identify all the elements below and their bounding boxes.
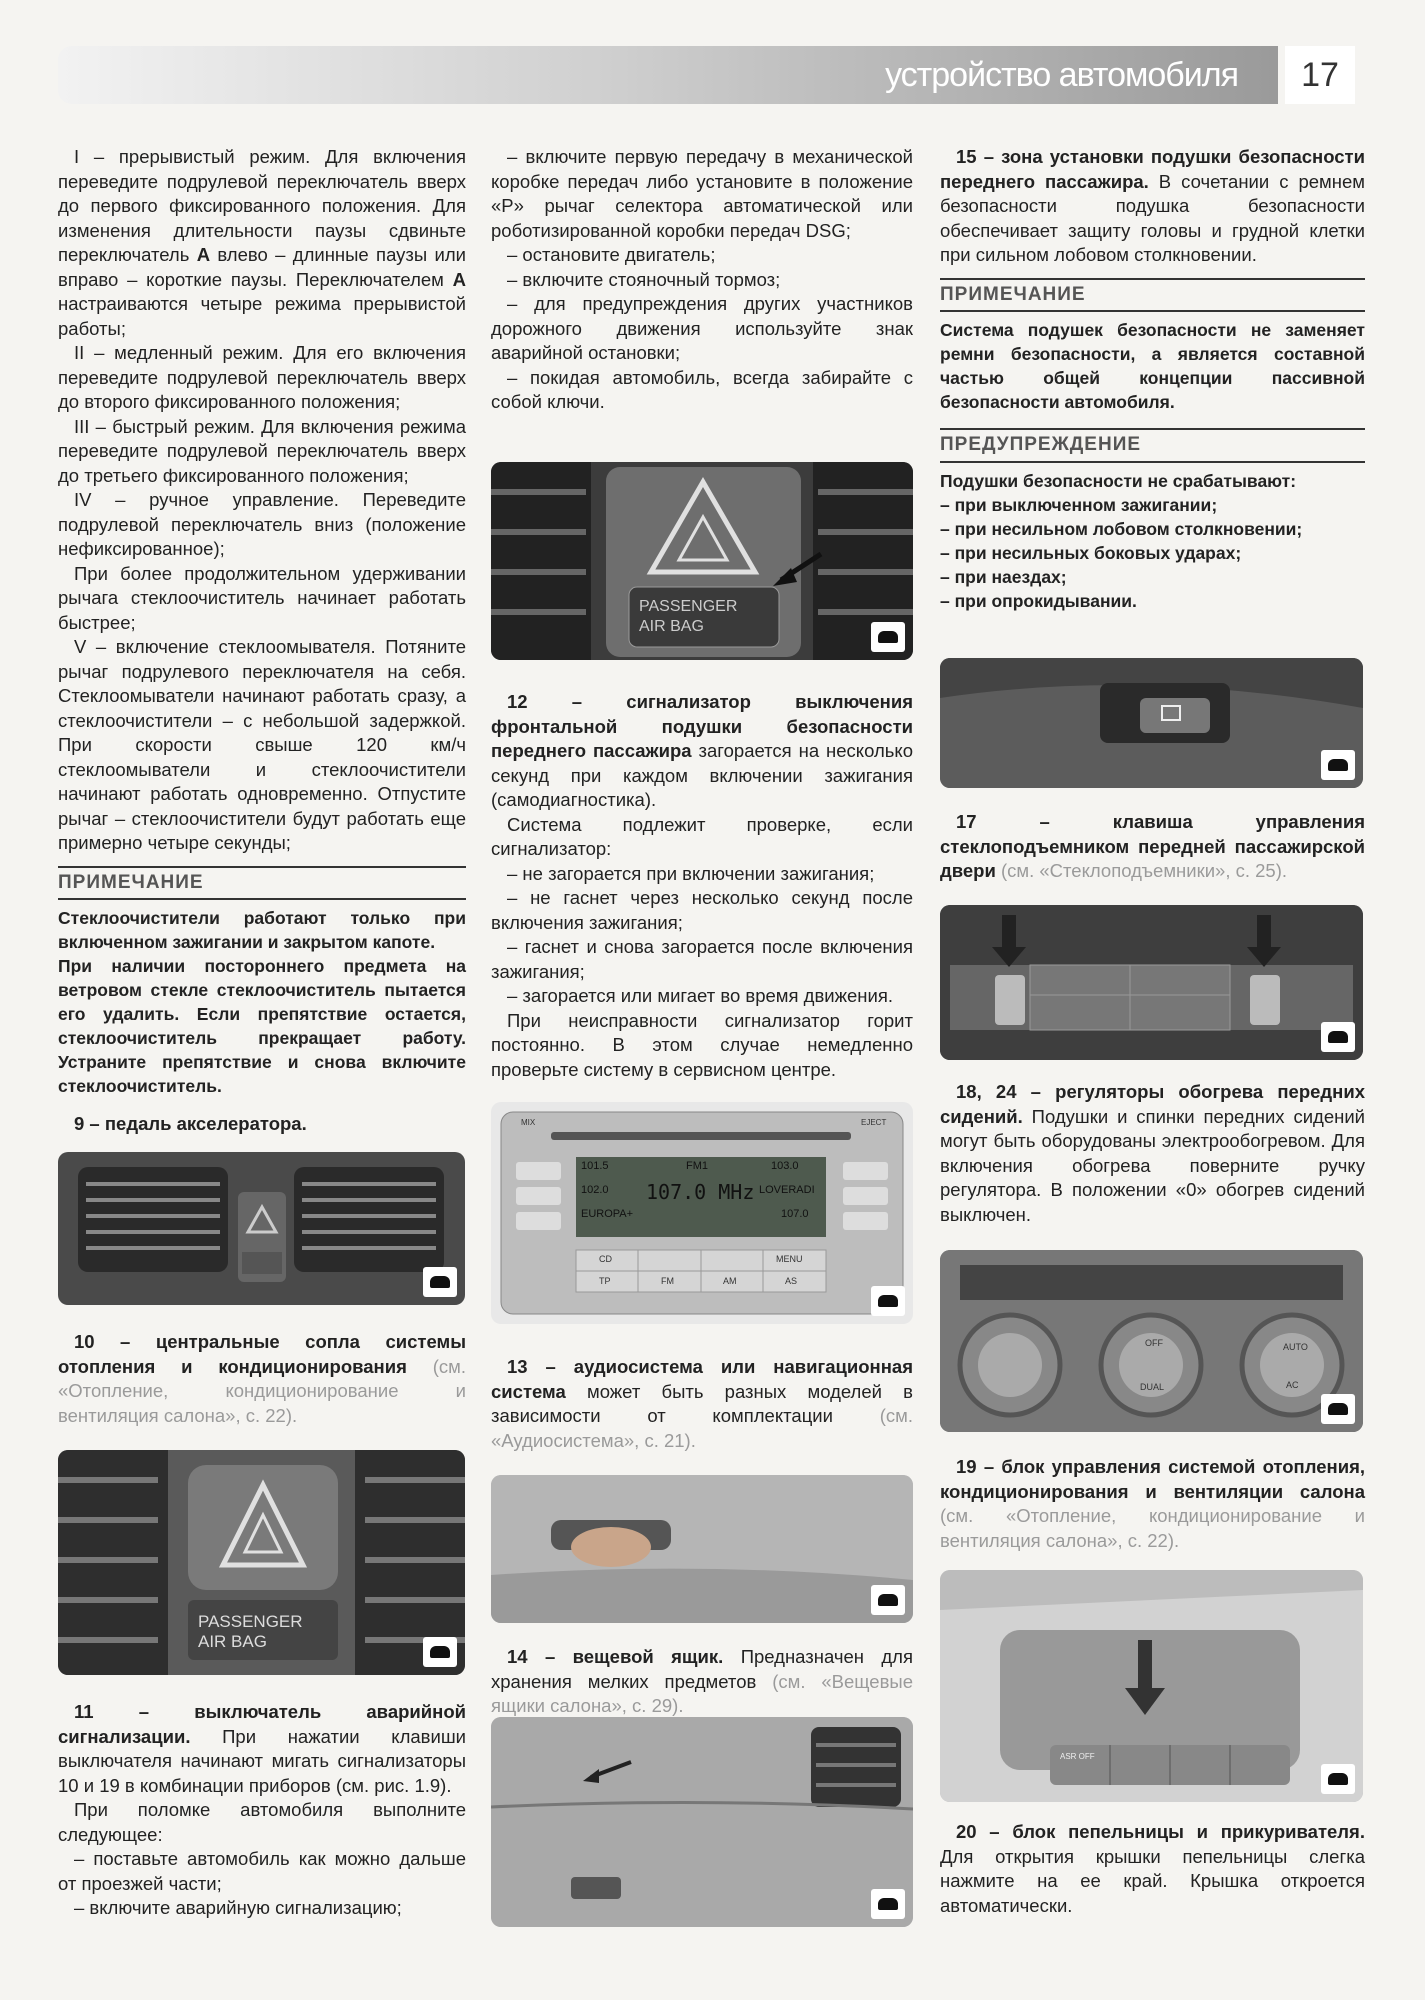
- climate-ac-label: AC: [1286, 1380, 1299, 1390]
- ashtray-illustration: [940, 1570, 1363, 1802]
- photo-audio-system: [491, 1102, 913, 1324]
- airbag-indicator-label: PASSENGER AIR BAG: [639, 598, 738, 635]
- paragraph: – для предупреждения других участников дорожного движения используйте знак аварийной остановки;: [491, 293, 913, 363]
- warning-item: – при выключенном зажигании;: [940, 494, 1218, 515]
- climate-auto-label: AUTO: [1283, 1342, 1308, 1352]
- note-text: При наличии постороннего предмета на ветровом стекле стеклоочиститель пытается его удалить. Если препятствие остается, стеклоочиститель прекращает работу. Устраните препятствие и снова включите стеклоочиститель.: [58, 956, 466, 1096]
- publisher-logo: [871, 1889, 905, 1919]
- photo-window-switch: [940, 658, 1363, 788]
- publisher-logo: [1321, 1022, 1355, 1052]
- note-box: [58, 866, 466, 1099]
- climate-dual-label: DUAL: [1140, 1382, 1165, 1392]
- radio-preset: 102.0: [581, 1184, 609, 1196]
- note-text: Стеклоочистители работают только при включенном зажигании и закрытом капоте.: [58, 908, 466, 952]
- paragraph: – включите первую передачу в механической коробке передач либо установите в положение «P» рычаг селектора автоматической или роботизированной коробки передач DSG;: [491, 146, 913, 241]
- note-text: Система подушек безопасности не заменяет ремни безопасности, а является составной частью общей концепции пассивной безопасности автомобиля.: [940, 320, 1365, 412]
- warning-item: – при наездах;: [940, 566, 1067, 587]
- warning-box: [940, 428, 1365, 613]
- photo-hazard-switch: [58, 1450, 465, 1675]
- warning-item: – при несильном лобовом столкновении;: [940, 518, 1303, 539]
- radio-as-button: AS: [785, 1276, 798, 1286]
- paragraph: II – медленный режим. Для его включения переведите подрулевой переключатель вверх до второго фиксированного положения;: [58, 342, 466, 412]
- radio-preset: 101.5: [581, 1160, 609, 1172]
- column-1: [58, 145, 466, 1137]
- paragraph: III – быстрый режим. Для включения режима переведите подрулевой переключатель вверх до третьего фиксированного положения;: [58, 415, 466, 486]
- paragraph: При более продолжительном удерживании рычага стеклоочиститель начинает работать быстрее;: [58, 562, 466, 633]
- paragraph: – покидая автомобиль, всегда забирайте с собой ключи.: [491, 366, 913, 412]
- photo-airbag-indicator: [491, 462, 913, 660]
- paragraph: V – включение стеклоомывателя. Потяните рычаг подрулевого переключателя на себя. Стеклоомыватели начинают работать сразу, а стеклоочистители – с небольшой задержкой. При скорости свыше 120 км/ч стеклоомыватели и стеклоочистители начинают работать одновременно. Отпустите рычаг – стеклоочистители будут работать еще примерно четыре секунды;: [58, 636, 466, 853]
- photo-seat-heater-controls: [940, 905, 1363, 1060]
- warning-item: – при опрокидывании.: [940, 590, 1137, 611]
- radio-cd-button: CD: [599, 1254, 612, 1264]
- caption-item-18: 18, 24 – регуляторы обогрева передних сидений. Подушки и спинки передних сидений могут быть оборудованы электрообогревом. Для включения обогрева поверните ручку регулятора. В положении «0» обогрев сидений выключен.: [940, 1081, 1365, 1225]
- publisher-logo: [871, 1585, 905, 1615]
- climate-off-label: OFF: [1145, 1338, 1163, 1348]
- column-3: [940, 145, 1365, 613]
- photo-climate-control: [940, 1250, 1363, 1432]
- column-2: [491, 145, 913, 415]
- airbag-indicator-label: PASSENGER AIR BAG: [198, 1612, 303, 1651]
- radio-mix-button: MIX: [521, 1118, 536, 1127]
- paragraph: 15 – зона установки подушки безопасности переднего пассажира. В сочетании с ремнем безопасности подушка безопасности обеспечивает защиту головы и грудной клетки при сильном лобовом столкновении.: [940, 146, 1365, 265]
- caption-item-17: 17 – клавиша управления стеклоподъемником передней пассажирской двери (см. «Стеклоподъемники», с. 25).: [940, 811, 1365, 881]
- warning-heading: ПРЕДУПРЕЖДЕНИЕ: [940, 428, 1365, 463]
- section-title: устройство автомобиля: [885, 56, 1238, 94]
- publisher-logo: [423, 1637, 457, 1667]
- publisher-logo: [423, 1267, 457, 1297]
- warning-intro: Подушки безопасности не срабатывают:: [940, 470, 1297, 491]
- caption-item-20: 20 – блок пепельницы и прикуривателя. Для открытия крышки пепельницы слегка нажмите на ее край. Крышка откроется автоматически.: [940, 1821, 1365, 1916]
- photo-ashtray: [940, 1570, 1363, 1802]
- radio-menu-button: MENU: [776, 1254, 803, 1264]
- paragraph: IV – ручное управление. Переведите подрулевой переключатель вниз (положение нефиксированное);: [58, 489, 466, 559]
- dashboard-illustration: [491, 1717, 913, 1927]
- note-heading: ПРИМЕЧАНИЕ: [940, 278, 1365, 313]
- radio-am-button: AM: [723, 1276, 737, 1286]
- radio-fm-button: FM: [661, 1276, 674, 1286]
- paragraph: I – прерывистый режим. Для включения переведите подрулевой переключатель вверх до первого фиксированного положения. Для изменения длительности паузы сдвиньте переключатель A влево – длинные паузы или вправо – короткие паузы. Переключателем A настраиваются четыре режима прерывистой работы;: [58, 146, 466, 339]
- seat-heater-illustration: [940, 905, 1363, 1060]
- note-box: [940, 278, 1365, 415]
- radio-station: LOVERADI: [759, 1184, 815, 1196]
- caption-item-13: 13 – аудиосистема или навигационная система может быть разных моделей в зависимости от комплектации (см. «Аудиосистема», с. 21).: [491, 1356, 913, 1451]
- window-switch-illustration: [940, 658, 1363, 788]
- caption-item-10: 10 – центральные сопла системы отопления и кондиционирования (см. «Отопление, кондиционирование и вентиляция салона», с. 22).: [58, 1331, 466, 1426]
- caption-item-14: 14 – вещевой ящик. Предназначен для хранения мелких предметов (см. «Вещевые ящики салона», с. 29).: [491, 1646, 913, 1716]
- paragraph: – остановите двигатель;: [507, 244, 716, 265]
- glovebox-illustration: [491, 1475, 913, 1623]
- publisher-logo: [1321, 1394, 1355, 1424]
- publisher-logo: [871, 622, 905, 652]
- publisher-logo: [1321, 750, 1355, 780]
- photo-central-vents: [58, 1152, 465, 1305]
- radio-preset: EUROPA+: [581, 1208, 634, 1220]
- radio-band: FM1: [686, 1160, 708, 1172]
- note-heading: ПРИМЕЧАНИЕ: [58, 866, 466, 901]
- caption-item-12: 12 – сигнализатор выключения фронтальной подушки безопасности переднего пассажира загорается на несколько секунд при каждом включении зажигания (самодиагностика). Система подлежит проверке, если сигнализатор: – не загорается при включении зажигания; – не гаснет через несколько секунд после включения зажигания; – гаснет и снова загорается после включения зажигания; – загорается или мигает во время движения. При неисправности сигнализатор горит постоянно. В этом случае немедленно проверьте систему в сервисном центре.: [491, 691, 913, 1080]
- radio-preset: 107.0: [781, 1208, 809, 1220]
- asr-off-label: ASR OFF: [1060, 1752, 1095, 1761]
- radio-tp-button: TP: [599, 1276, 611, 1286]
- item-caption: 9 – педаль акселератора.: [74, 1113, 307, 1134]
- vents-illustration: [58, 1152, 465, 1305]
- publisher-logo: [1321, 1764, 1355, 1794]
- radio-frequency: 107.0 MHz: [646, 1180, 755, 1204]
- page-header: [58, 46, 1278, 104]
- paragraph: – включите стояночный тормоз;: [507, 268, 781, 290]
- photo-glovebox-handle: [491, 1475, 913, 1623]
- warning-item: – при несильных боковых ударах;: [940, 542, 1242, 563]
- page-number: 17: [1285, 46, 1355, 104]
- radio-illustration: [491, 1102, 913, 1324]
- radio-eject-button: EJECT: [861, 1118, 887, 1127]
- caption-item-19: 19 – блок управления системой отопления, кондиционирования и вентиляции салона (см. «Отопление, кондиционирование и вентиляция салона», с. 22).: [940, 1456, 1365, 1551]
- photo-airbag-zone: [491, 1717, 913, 1927]
- radio-preset: 103.0: [771, 1160, 799, 1172]
- caption-item-11: 11 – выключатель аварийной сигнализации. При нажатии клавиши выключателя начинают мигать сигнализаторы 10 и 19 в комбинации приборов (см. рис. 1.9). При поломке автомобиля выполните следующее: – поставьте автомобиль как можно дальше от проезжей части; – включите аварийную сигнализацию;: [58, 1701, 466, 1918]
- publisher-logo: [871, 1286, 905, 1316]
